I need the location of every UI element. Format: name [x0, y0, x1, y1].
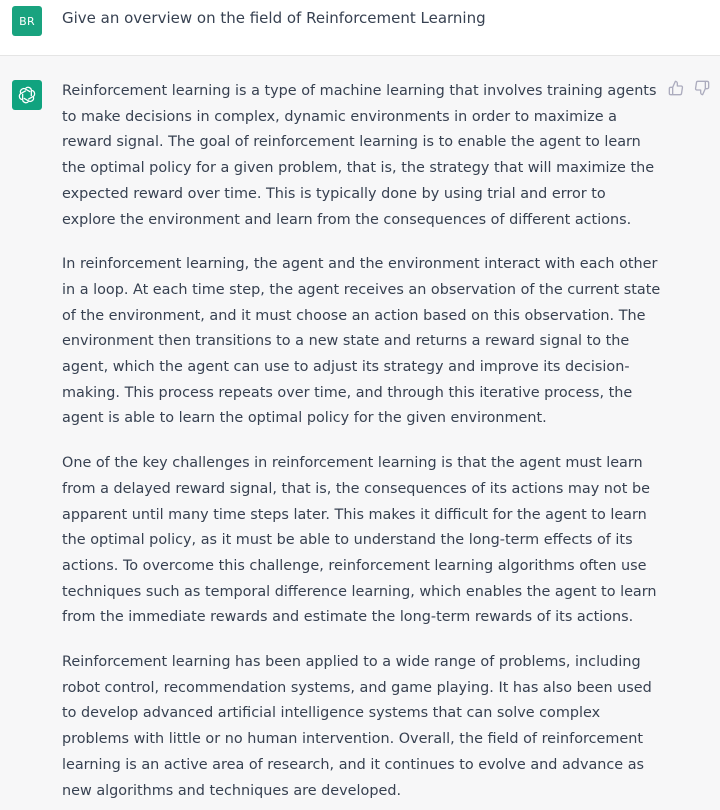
thumbs-down-button[interactable]	[694, 80, 710, 96]
thumbs-down-icon	[694, 80, 710, 96]
thumbs-up-button[interactable]	[668, 80, 684, 96]
user-avatar	[12, 6, 42, 36]
response-paragraph-1: Reinforcement learning is a type of machine learning that involves training agents to make decisions in complex, dynamic environments in order to maximize a reward signal. The goal of reinforcement learning is to enable the agent to learn the optimal policy for a given problem, that is, the strategy that will maximize the expected reward over time. This is typically done by using trial and error to explore the environment and learn from the consequences of different actions.	[62, 83, 657, 228]
assistant-response	[62, 79, 662, 810]
response-paragraph-4: Reinforcement learning has been applied to a wide range of problems, including robot control, recommendation systems, and game playing. It has also been used to develop advanced artificial intelligence systems that can solve complex problems with little or no human intervention. Overall, the field of reinforcement learning is an active area of research, and it continues to evolve and advance as new algorithms and techniques are developed.	[62, 654, 652, 799]
assistant-avatar	[12, 80, 42, 110]
response-paragraph-3: One of the key challenges in reinforcement learning is that the agent must learn from a delayed reward signal, that is, the consequences of its actions may not be apparent until many time steps later. This makes it difficult for the agent to learn the optimal policy, as it must be able to understand the long-term effects of its actions. To overcome this challenge, reinforcement learning algorithms often use techniques such as temporal difference learning, which enables the agent to learn from the immediate rewards and estimate the long-term rewards of its actions.	[62, 455, 657, 626]
user-message-row	[0, 0, 720, 56]
assistant-message-row	[0, 56, 720, 810]
thumbs-up-icon	[668, 80, 684, 96]
openai-logo-icon	[17, 85, 37, 105]
response-paragraph-2: In reinforcement learning, the agent and the environment interact with each other in a loop. At each time step, the agent receives an observation of the current state of the environment, and it must choose an action based on this observation. The environment then transitions to a new state and returns a reward signal to the agent, which the agent can use to adjust its strategy and improve its decision-making. This process repeats over time, and through this iterative process, the agent is able to learn the optimal policy for the given environment.	[62, 256, 661, 427]
user-message-text: Give an overview on the field of Reinforcement Learning	[62, 9, 486, 27]
user-initials: BR	[19, 14, 35, 28]
